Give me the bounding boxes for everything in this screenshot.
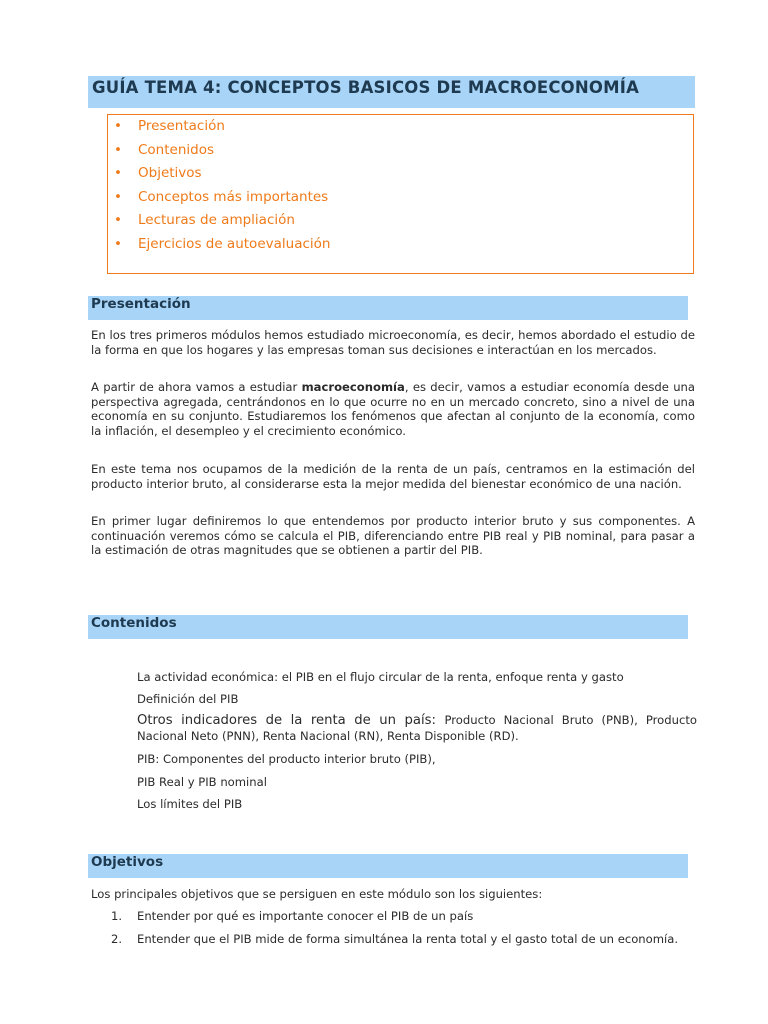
paragraph (91, 380, 695, 438)
toc-item-label: Objetivos (138, 165, 202, 182)
paragraph: En este tema nos ocupamos de la medición de la renta de un país, centramos en la estimación del producto interior bruto, al considerarse esta la mejor medida del bienestar económico de una nación. (91, 462, 695, 491)
objectives-list (111, 909, 697, 946)
paragraph-text: A partir de ahora vamos a estudiar (91, 380, 302, 394)
toc-item-label: Conceptos más importantes (138, 188, 329, 205)
list-number: 1. (111, 909, 123, 923)
content-item: PIB Real y PIB nominal (137, 775, 267, 789)
section-heading-contenidos: Contenidos (88, 615, 688, 639)
toc-list (114, 117, 330, 259)
bullet-icon: • (114, 188, 122, 205)
list-item (111, 909, 697, 924)
content-item (137, 713, 697, 743)
content-item-lead: Otros indicadores de la renta de un país: (137, 713, 445, 728)
content-item: Definición del PIB (137, 692, 239, 706)
toc-item-lecturas[interactable] (114, 211, 330, 235)
toc-item-label: Presentación (138, 118, 225, 134)
toc-item-label: Ejercicios de autoevaluación (138, 235, 331, 252)
toc-item-presentacion[interactable] (114, 117, 330, 141)
list-item-text: Entender por qué es importante conocer el PIB de un país (137, 909, 474, 923)
bullet-icon: • (114, 118, 122, 134)
bullet-icon: • (114, 212, 122, 229)
content-item: Los límites del PIB (137, 797, 243, 811)
toc-item-contenidos[interactable] (114, 141, 330, 165)
list-item-text: Entender que el PIB mide de forma simultánea la renta total y el gasto total de un economía. (137, 931, 679, 946)
paragraph-text: , es decir, vamos a estudiar economía desde una perspectiva agregada, centrándonos en lo que ocurre no en un mercado concreto, sino a nivel de una economía en su conjunto. Estudiaremos los fenómenos que afectan al conjunto de la economía, como la inflación, el desempleo y el crecimiento económico. (91, 380, 696, 438)
list-number: 2. (111, 931, 123, 946)
bullet-icon: • (114, 141, 122, 158)
bullet-icon: • (114, 235, 122, 252)
toc-item-conceptos[interactable] (114, 188, 330, 212)
section-heading-presentacion: Presentación (88, 296, 688, 320)
content-item: PIB: Componentes del producto interior bruto (PIB), (137, 752, 436, 766)
paragraph: En los tres primeros módulos hemos estudiado microeconomía, es decir, hemos abordado el estudio de la forma en que los hogares y las empresas toman sus decisiones e interactúan en los mercados. (91, 328, 695, 357)
table-of-contents (107, 114, 694, 274)
page-title: GUÍA TEMA 4: CONCEPTOS BASICOS DE MACROECONOMÍA (88, 76, 695, 108)
section-heading-objetivos: Objetivos (88, 854, 688, 878)
toc-item-label: Contenidos (138, 141, 215, 158)
toc-item-label: Lecturas de ampliación (138, 212, 295, 229)
bullet-icon: • (114, 165, 122, 182)
paragraph: En primer lugar definiremos lo que entendemos por producto interior bruto y sus componentes. A continuación veremos cómo se calcula el PIB, diferenciando entre PIB real y PIB nominal, para pasar a la estimación de otras magnitudes que se obtienen a partir del PIB. (91, 514, 695, 558)
toc-item-ejercicios[interactable] (114, 235, 330, 259)
list-item (111, 932, 697, 947)
bold-term: macroeconomía (301, 380, 405, 394)
paragraph: Los principales objetivos que se persiguen en este módulo son los siguientes: (91, 887, 543, 901)
content-item-text: Producto Nacional Bruto (PNB), Producto Nacional Neto (PNN), Renta Nacional (RN), Renta Disponible (RD). (137, 713, 697, 743)
toc-item-objetivos[interactable] (114, 164, 330, 188)
content-item: La actividad económica: el PIB en el flujo circular de la renta, enfoque renta y gasto (137, 670, 624, 684)
